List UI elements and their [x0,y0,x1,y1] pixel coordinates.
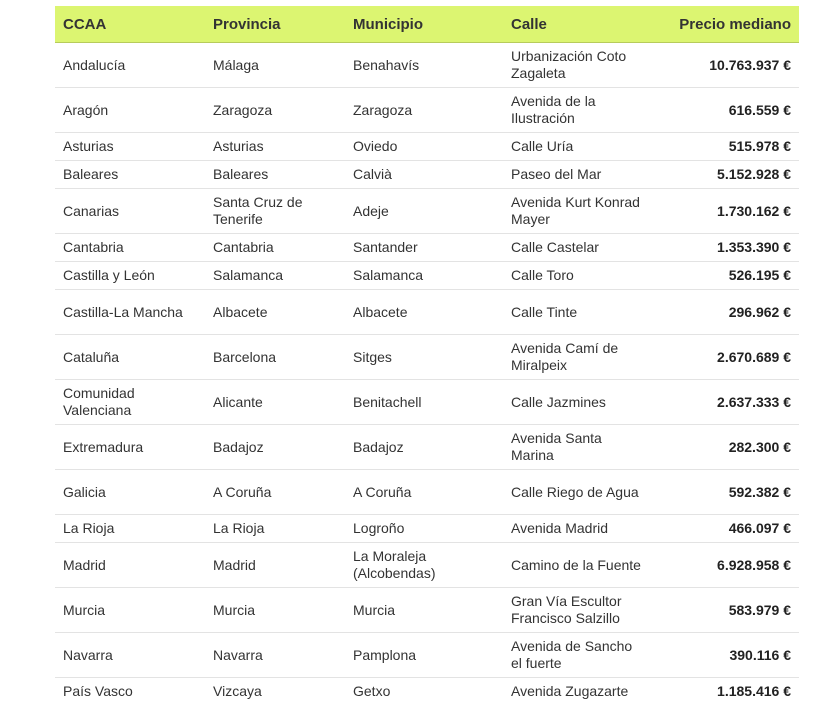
cell-municipio: Benahavís [345,43,503,88]
cell-municipio: Logroño [345,515,503,543]
cell-calle: Calle Castelar [503,234,653,262]
cell-precio: 10.763.937 € [653,43,799,88]
cell-ccaa: Extremadura [55,425,205,470]
cell-provincia: La Rioja [205,515,345,543]
cell-precio: 583.979 € [653,588,799,633]
header-provincia: Provincia [205,6,345,43]
cell-provincia: Murcia [205,588,345,633]
header-calle: Calle [503,6,653,43]
cell-ccaa: Cantabria [55,234,205,262]
cell-municipio: La Moraleja (Alcobendas) [345,543,503,588]
table-row [55,290,799,335]
table-row [55,543,799,588]
table-row [55,380,799,425]
cell-calle: Gran Vía Escultor Francisco Salzillo [503,588,653,633]
cell-ccaa: Andalucía [55,43,205,88]
cell-ccaa: Murcia [55,588,205,633]
cell-provincia: Vizcaya [213,683,262,699]
cell-calle: Camino de la Fuente [503,543,653,588]
cell-calle: Avenida Zugazarte [511,683,629,699]
table-row [55,133,799,161]
cell-calle: Avenida de la Ilustración [503,88,653,133]
cell-municipio: Sitges [345,335,503,380]
cell-provincia: Salamanca [205,262,345,290]
cell-municipio: Getxo [353,683,391,699]
cell-precio: 6.928.958 € [653,543,799,588]
cell-ccaa: Castilla-La Mancha [55,290,205,335]
header-precio-mediano: Precio mediano [653,6,799,43]
cell-precio: 2.637.333 € [653,380,799,425]
cell-precio: 282.300 € [653,425,799,470]
cell-calle: Calle Tinte [503,290,653,335]
cell-municipio: A Coruña [345,470,503,515]
cell-precio: 1.353.390 € [653,234,799,262]
cell-ccaa: Cataluña [55,335,205,380]
cell-provincia: Zaragoza [205,88,345,133]
cell-ccaa: Aragón [55,88,205,133]
table-row [55,678,799,706]
cell-provincia: Albacete [205,290,345,335]
cell-calle: Paseo del Mar [503,161,653,189]
table-row [55,470,799,515]
table-body [55,43,799,706]
cell-provincia: Málaga [205,43,345,88]
header-ccaa: CCAA [55,6,205,43]
cell-precio: 526.195 € [653,262,799,290]
cell-municipio: Albacete [345,290,503,335]
price-table [55,6,799,705]
cell-provincia: Badajoz [205,425,345,470]
cell-precio: 5.152.928 € [653,161,799,189]
cell-precio: 515.978 € [653,133,799,161]
cell-calle: Avenida Madrid [503,515,653,543]
cell-municipio: Oviedo [345,133,503,161]
cell-ccaa: País Vasco [63,683,133,699]
cell-calle: Avenida de Sancho el fuerte [503,633,653,678]
cell-ccaa: Navarra [55,633,205,678]
cell-precio: 296.962 € [653,290,799,335]
cell-provincia: Barcelona [205,335,345,380]
cell-calle: Avenida Kurt Konrad Mayer [503,189,653,234]
cell-ccaa: Asturias [55,133,205,161]
cell-provincia: Madrid [205,543,345,588]
table-row [55,161,799,189]
cell-calle: Calle Toro [503,262,653,290]
table-row [55,43,799,88]
table-row [55,234,799,262]
cell-municipio: Calvià [345,161,503,189]
cell-municipio: Pamplona [345,633,503,678]
header-row [55,6,799,43]
cell-calle: Calle Riego de Agua [503,470,653,515]
table-header [55,6,799,43]
cell-municipio: Badajoz [345,425,503,470]
cell-provincia: Baleares [205,161,345,189]
cell-municipio: Zaragoza [345,88,503,133]
cell-provincia: Navarra [205,633,345,678]
table-row [55,515,799,543]
cell-ccaa: Canarias [55,189,205,234]
cell-precio: 1.730.162 € [653,189,799,234]
cell-ccaa: Galicia [55,470,205,515]
cell-ccaa: Castilla y León [55,262,205,290]
cell-ccaa: La Rioja [55,515,205,543]
cell-municipio: Santander [345,234,503,262]
cell-ccaa: Madrid [55,543,205,588]
cell-precio: 466.097 € [653,515,799,543]
cell-provincia: Alicante [205,380,345,425]
cell-municipio: Benitachell [345,380,503,425]
table-row [55,425,799,470]
cell-precio: 592.382 € [653,470,799,515]
table-row [55,262,799,290]
cell-municipio: Adeje [345,189,503,234]
cell-municipio: Murcia [345,588,503,633]
cell-provincia: Asturias [205,133,345,161]
cell-ccaa: Baleares [55,161,205,189]
cell-provincia: Cantabria [205,234,345,262]
cell-ccaa: Comunidad Valenciana [55,380,205,425]
table-row [55,588,799,633]
cell-calle: Avenida Camí de Miralpeix [503,335,653,380]
table-row [55,189,799,234]
cell-calle: Avenida Santa Marina [503,425,653,470]
cell-calle: Calle Uría [503,133,653,161]
cell-provincia: A Coruña [205,470,345,515]
header-municipio: Municipio [345,6,503,43]
table-row [55,335,799,380]
cell-calle: Urbanización Coto Zagaleta [503,43,653,88]
cell-precio: 390.116 € [653,633,799,678]
cell-municipio: Salamanca [345,262,503,290]
cell-calle: Calle Jazmines [503,380,653,425]
cell-precio: 2.670.689 € [653,335,799,380]
table-row [55,633,799,678]
cell-precio: 616.559 € [653,88,799,133]
table-row [55,88,799,133]
cell-precio: 1.185.416 € [717,683,791,699]
cell-provincia: Santa Cruz de Tenerife [205,189,345,234]
